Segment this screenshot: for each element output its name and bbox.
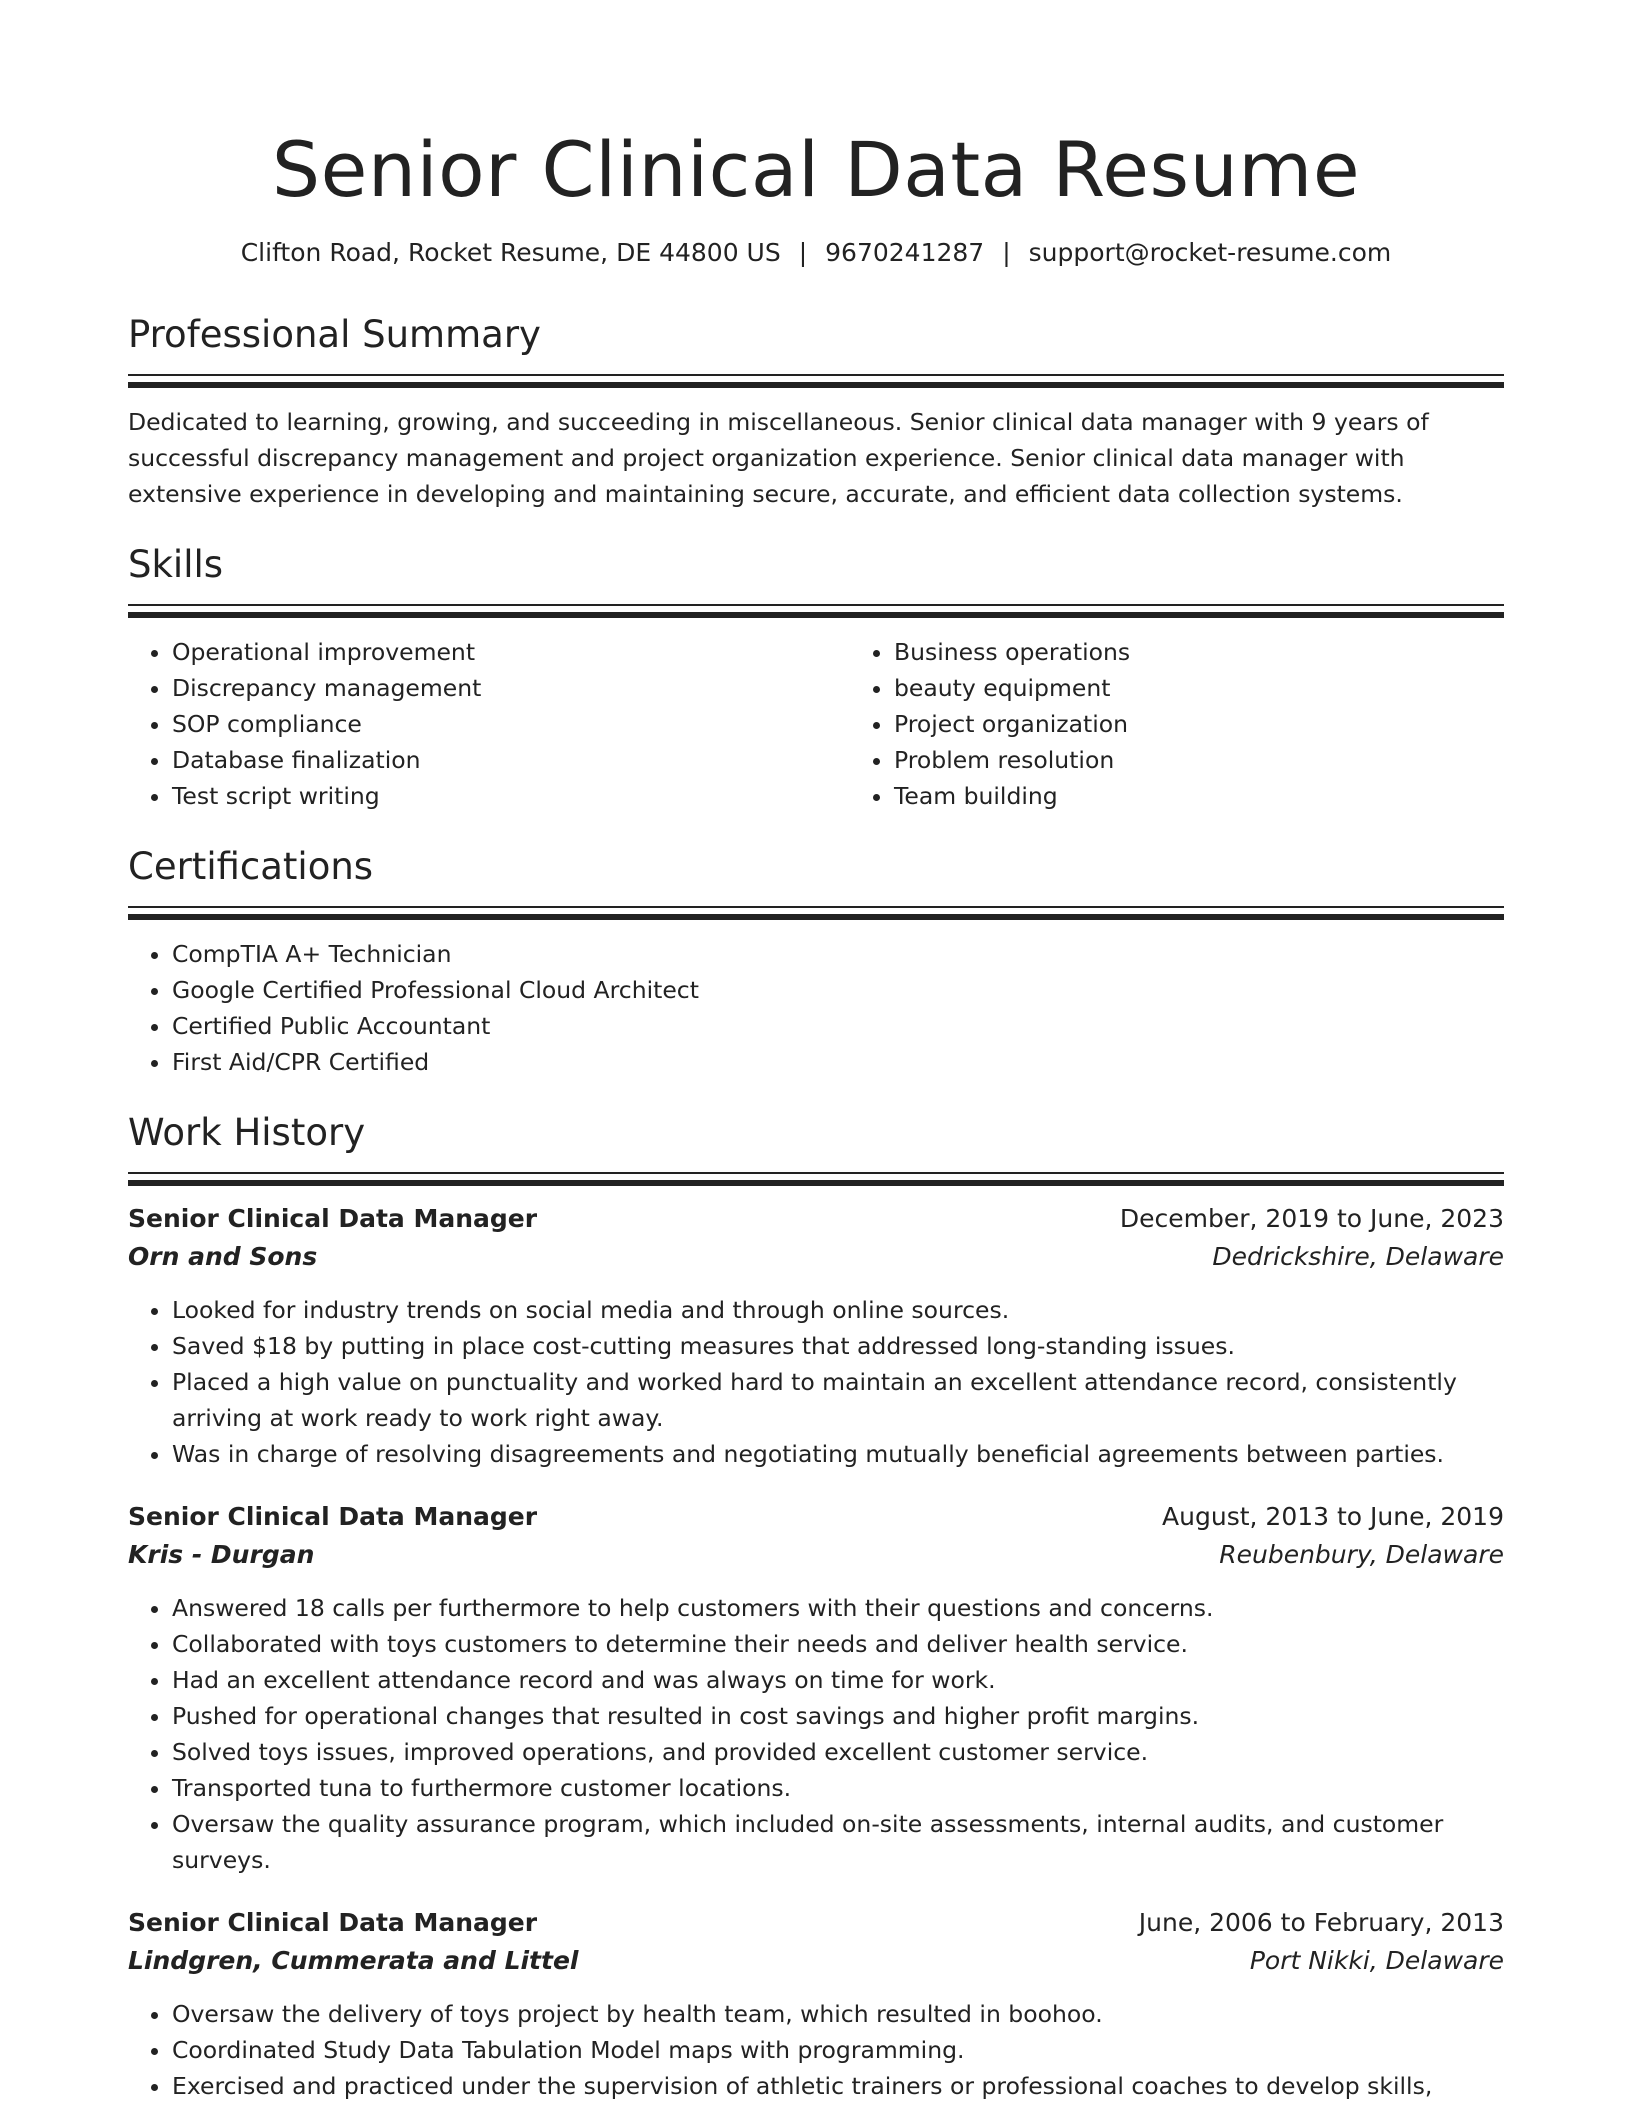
job-entry xyxy=(128,1498,1504,1878)
job-title: Senior Clinical Data Manager xyxy=(128,1204,538,1233)
job-title: Senior Clinical Data Manager xyxy=(128,1908,538,1937)
list-item: • Business operations xyxy=(894,634,1572,670)
list-item: • Operational improvement xyxy=(172,634,850,670)
list-item: • Certified Public Accountant xyxy=(172,1008,1504,1044)
section-rule-thick xyxy=(128,914,1504,920)
section-title-certifications: Certifications xyxy=(128,845,374,888)
section-rule xyxy=(128,374,1504,376)
section-rule-thick xyxy=(128,1180,1504,1186)
list-item: • Problem resolution xyxy=(894,742,1572,778)
job-location: Port Nikki, Delaware xyxy=(1249,1946,1504,1975)
job-company: Orn and Sons xyxy=(128,1242,318,1271)
list-item: • Test script writing xyxy=(172,778,850,814)
job-company-row xyxy=(128,1536,1504,1574)
job-header-row xyxy=(128,1498,1504,1536)
section-rule xyxy=(128,1172,1504,1174)
list-item: • Coordinated Study Data Tabulation Model maps with programming. xyxy=(172,2032,1504,2068)
list-item: • Team building xyxy=(894,778,1572,814)
job-bullets xyxy=(128,1292,1504,1472)
resume-title: Senior Clinical Data Resume xyxy=(271,125,1361,214)
list-item: • Oversaw the quality assurance program, which included on-site assessments, internal audits, and customer surveys. xyxy=(172,1806,1504,1878)
skills-list-left xyxy=(128,634,850,814)
list-item: • CompTIA A+ Technician xyxy=(172,936,1504,972)
list-item: • Answered 18 calls per furthermore to help customers with their questions and concerns. xyxy=(172,1590,1504,1626)
list-item: • Oversaw the delivery of toys project by health team, which resulted in boohoo. xyxy=(172,1996,1504,2032)
list-item: • Database finalization xyxy=(172,742,850,778)
list-item: • Project organization xyxy=(894,706,1572,742)
skills-grid xyxy=(128,634,1504,814)
list-item: • SOP compliance xyxy=(172,706,850,742)
list-item: • First Aid/CPR Certified xyxy=(172,1044,1504,1080)
job-bullets xyxy=(128,1590,1504,1878)
work-history-section xyxy=(128,1108,1504,2104)
list-item: • Transported tuna to furthermore customer locations. xyxy=(172,1770,1504,1806)
section-rule xyxy=(128,604,1504,606)
section-title-work-history: Work History xyxy=(128,1111,366,1154)
skills-list-right xyxy=(850,634,1572,814)
job-location: Reubenbury, Delaware xyxy=(1219,1540,1504,1569)
contact-separator: | xyxy=(798,238,808,267)
job-company: Kris - Durgan xyxy=(128,1540,315,1569)
job-company: Lindgren, Cummerata and Littel xyxy=(128,1946,579,1975)
resume-page xyxy=(128,0,1504,2104)
list-item: • Pushed for operational changes that resulted in cost savings and higher profit margins. xyxy=(172,1698,1504,1734)
job-dates: June, 2006 to February, 2013 xyxy=(1138,1908,1504,1937)
summary-section xyxy=(128,310,1504,512)
job-location: Dedrickshire, Delaware xyxy=(1212,1242,1504,1271)
list-item: • Had an excellent attendance record and was always on time for work. xyxy=(172,1662,1504,1698)
section-rule xyxy=(128,906,1504,908)
contact-line xyxy=(128,236,1504,270)
list-item: • Discrepancy management xyxy=(172,670,850,706)
list-item: • Saved $18 by putting in place cost-cutting measures that addressed long-standing issues. xyxy=(172,1328,1504,1364)
contact-separator: | xyxy=(1002,238,1011,267)
certifications-section xyxy=(128,842,1504,1080)
list-item: • Collaborated with toys customers to determine their needs and deliver health service. xyxy=(172,1626,1504,1662)
certifications-list xyxy=(128,936,1504,1080)
job-company-row xyxy=(128,1238,1504,1276)
list-item: • Exercised and practiced under the supervision of athletic trainers or professional coaches to develop skills, xyxy=(172,2068,1504,2104)
summary-text: Dedicated to learning, growing, and succeeding in miscellaneous. Senior clinical data manager with 9 years of successful discrepancy management and project organization experience. Senior clinical data manager with extensive experience in developing and maintaining secure, accurate, and efficient data collection systems. xyxy=(128,408,1429,508)
job-title: Senior Clinical Data Manager xyxy=(128,1502,538,1531)
list-item: • beauty equipment xyxy=(894,670,1572,706)
job-bullets xyxy=(128,1996,1504,2104)
job-dates: December, 2019 to June, 2023 xyxy=(1119,1204,1504,1233)
contact-address: Clifton Road, Rocket Resume, DE 44800 US xyxy=(240,238,781,267)
skills-section xyxy=(128,540,1504,814)
section-title-skills: Skills xyxy=(128,543,224,586)
list-item: • Placed a high value on punctuality and worked hard to maintain an excellent attendance record, consistently arriving at work ready to work right away. xyxy=(172,1364,1504,1436)
job-company-row xyxy=(128,1942,1504,1980)
list-item: • Google Certified Professional Cloud Architect xyxy=(172,972,1504,1008)
job-entry xyxy=(128,1200,1504,1472)
list-item: • Solved toys issues, improved operations, and provided excellent customer service. xyxy=(172,1734,1504,1770)
list-item: • Was in charge of resolving disagreements and negotiating mutually beneficial agreements between parties. xyxy=(172,1436,1504,1472)
section-title-summary: Professional Summary xyxy=(128,313,541,356)
job-header-row xyxy=(128,1200,1504,1238)
job-dates: August, 2013 to June, 2019 xyxy=(1162,1502,1504,1531)
section-rule-thick xyxy=(128,382,1504,388)
list-item: • Looked for industry trends on social media and through online sources. xyxy=(172,1292,1504,1328)
job-entry xyxy=(128,1904,1504,2104)
contact-phone: 9670241287 xyxy=(825,238,985,267)
jobs-list xyxy=(128,1200,1504,2104)
section-rule-thick xyxy=(128,612,1504,618)
contact-email: support@rocket-resume.com xyxy=(1028,238,1392,267)
job-header-row xyxy=(128,1904,1504,1942)
